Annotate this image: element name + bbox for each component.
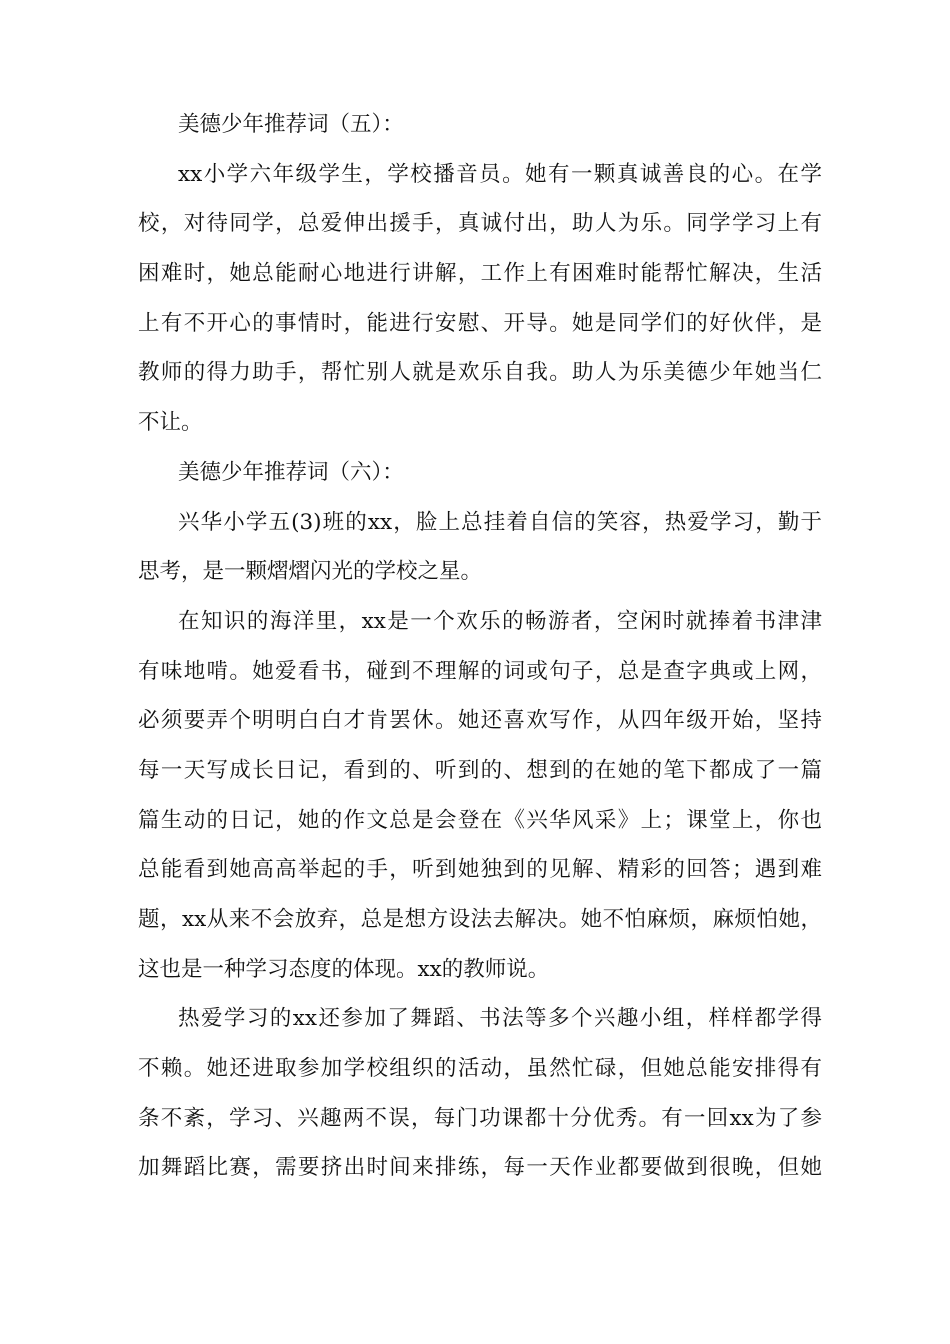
paragraph-line: 上有不开心的事情时，能进行安慰、开导。她是同学们的好伙伴，是 <box>138 310 822 336</box>
paragraph-line: 每一天写成长日记，看到的、听到的、想到的在她的笔下都成了一篇 <box>138 757 822 783</box>
paragraph-line: 不让。 <box>138 410 203 436</box>
paragraph-line: xx小学六年级学生，学校播音员。她有一颗真诚善良的心。在学 <box>178 161 822 187</box>
heading-recommendation-6: 美德少年推荐词（六）： <box>178 459 404 485</box>
paragraph-line: 题，xx从来不会放弃，总是想方设法去解决。她不怕麻烦，麻烦怕她， <box>138 907 822 932</box>
paragraph-line: 必须要弄个明明白白才肯罢休。她还喜欢写作，从四年级开始，坚持 <box>138 708 822 734</box>
paragraph-line: 在知识的海洋里，xx是一个欢乐的畅游者，空闲时就捧着书津津 <box>178 608 822 634</box>
paragraph-line: 这也是一种学习态度的体现。xx的教师说。 <box>138 956 550 982</box>
heading-recommendation-5: 美德少年推荐词（五）： <box>178 112 404 137</box>
paragraph-line: 不赖。她还进取参加学校组织的活动，虽然忙碌，但她总能安排得有 <box>138 1056 822 1082</box>
paragraph-line: 有味地啃。她爱看书，碰到不理解的词或句子，总是查字典或上网， <box>138 658 822 684</box>
paragraph-line: 困难时，她总能耐心地进行讲解，工作上有困难时能帮忙解决，生活 <box>138 261 822 287</box>
paragraph-line: 加舞蹈比赛，需要挤出时间来排练，每一天作业都要做到很晚，但她 <box>138 1155 822 1181</box>
paragraph-line: 思考，是一颗熠熠闪光的学校之星。 <box>138 559 483 585</box>
paragraph-line: 条不紊，学习、兴趣两不误，每门功课都十分优秀。有一回xx为了参 <box>138 1105 822 1131</box>
paragraph-line: 兴华小学五(3)班的xx，脸上总挂着自信的笑容，热爱学习，勤于 <box>178 509 822 535</box>
document-body <box>138 100 822 1193</box>
paragraph-line: 篇生动的日记，她的作文总是会登在《兴华风采》上；课堂上，你也 <box>138 807 822 833</box>
paragraph-line: 教师的得力助手，帮忙别人就是欢乐自我。助人为乐美德少年她当仁 <box>138 360 822 386</box>
paragraph-line: 总能看到她高高举起的手，听到她独到的见解、精彩的回答；遇到难 <box>138 857 822 883</box>
paragraph-line: 热爱学习的xx还参加了舞蹈、书法等多个兴趣小组，样样都学得 <box>178 1006 822 1032</box>
paragraph-line: 校，对待同学，总爱伸出援手，真诚付出，助人为乐。同学学习上有 <box>138 211 822 237</box>
